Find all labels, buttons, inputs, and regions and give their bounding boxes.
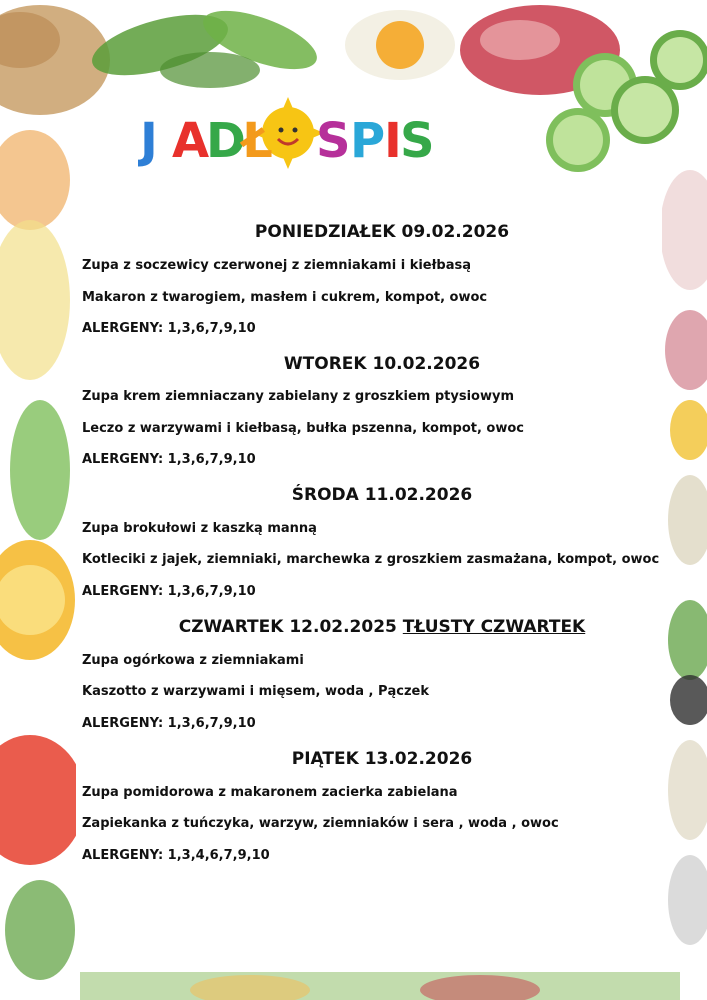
allergens: ALERGENY: 1,3,4,6,7,9,10 bbox=[82, 848, 270, 863]
day-title: PONIEDZIAŁEK 09.02.2026 bbox=[254, 222, 510, 242]
allergens: ALERGENY: 1,3,6,7,9,10 bbox=[82, 716, 256, 731]
svg-text:A: A bbox=[172, 113, 210, 169]
svg-text:S: S bbox=[316, 113, 351, 169]
allergens: ALERGENY: 1,3,6,7,9,10 bbox=[82, 321, 256, 336]
main-course: Leczo z warzywami i kiełbasą, bułka pszenna, kompot, owoc bbox=[82, 421, 525, 436]
soup: Zupa krem ziemniaczany zabielany z groszkiem ptysiowym bbox=[82, 389, 514, 404]
day-title: CZWARTEK 12.02.2025 TŁUSTY CZWARTEK bbox=[178, 617, 586, 637]
jadlospis-logo bbox=[138, 95, 438, 175]
main-course: Kaszotto z warzywami i mięsem, woda , Pączek bbox=[82, 684, 430, 699]
svg-text:S: S bbox=[400, 113, 435, 169]
allergens: ALERGENY: 1,3,6,7,9,10 bbox=[82, 452, 256, 467]
svg-text:I: I bbox=[384, 113, 402, 169]
day-tuesday bbox=[82, 354, 662, 474]
day-title: PIĄTEK 13.02.2026 bbox=[291, 749, 473, 769]
day-monday bbox=[82, 222, 662, 342]
svg-text:Ł: Ł bbox=[242, 113, 273, 169]
fat-thursday-label: TŁUSTY CZWARTEK bbox=[402, 617, 586, 637]
day-thursday bbox=[82, 617, 662, 737]
soup: Zupa z soczewicy czerwonej z ziemniakami i kiełbasą bbox=[82, 258, 472, 273]
svg-text:D: D bbox=[206, 113, 246, 169]
soup: Zupa pomidorowa z makaronem zacierka zabielana bbox=[82, 785, 458, 800]
main-course: Makaron z twarogiem, masłem i cukrem, kompot, owoc bbox=[82, 290, 488, 305]
main-course: Zapiekanka z tuńczyka, warzyw, ziemniaków i sera , woda , owoc bbox=[82, 816, 559, 831]
main-course: Kotleciki z jajek, ziemniaki, marchewka z groszkiem zasmażana, kompot, owoc bbox=[82, 552, 660, 567]
soup: Zupa brokułowi z kaszką manną bbox=[82, 521, 317, 536]
day-title: WTOREK 10.02.2026 bbox=[283, 354, 481, 374]
soup: Zupa ogórkowa z ziemniakami bbox=[82, 653, 304, 668]
day-wednesday bbox=[82, 485, 662, 605]
svg-text:P: P bbox=[350, 113, 386, 169]
allergens: ALERGENY: 1,3,6,7,9,10 bbox=[82, 584, 256, 599]
day-friday bbox=[82, 749, 662, 869]
svg-text:J: J bbox=[140, 113, 158, 169]
day-title: ŚRODA 11.02.2026 bbox=[291, 485, 473, 505]
